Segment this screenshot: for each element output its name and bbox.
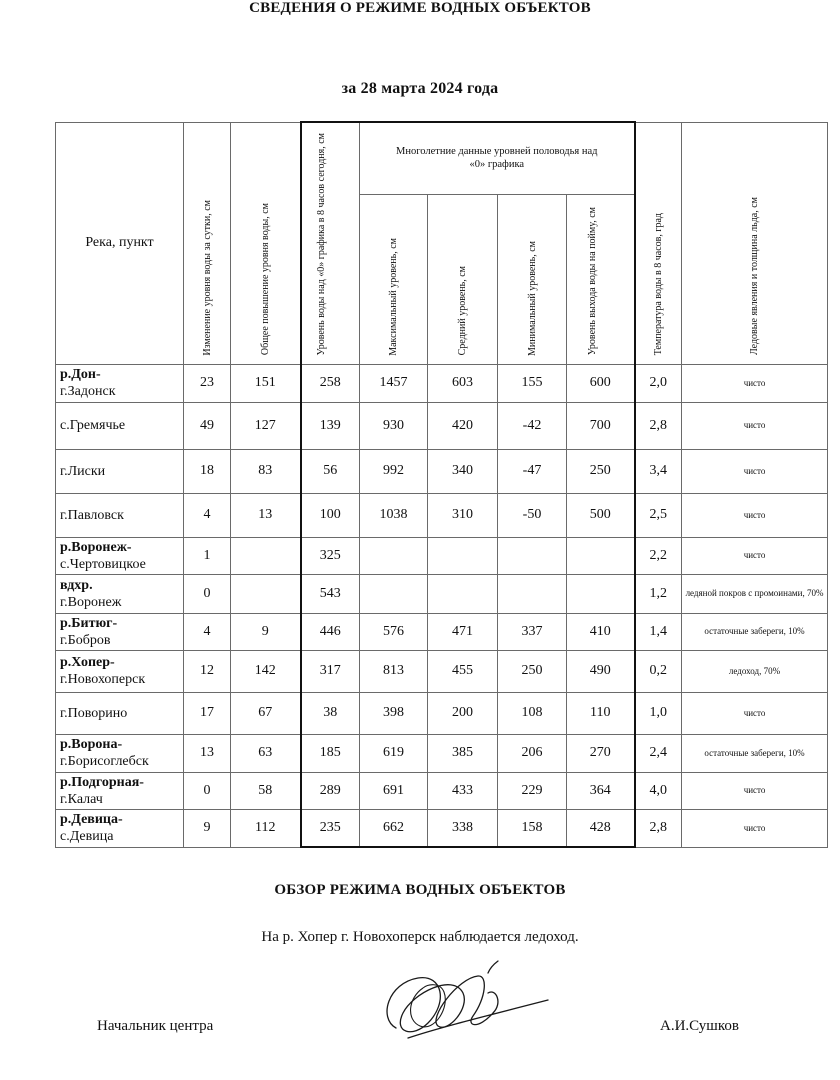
header-total-rise: Общее повышение уровня воды, см [231,122,301,364]
flood-level-cell: 270 [567,734,635,772]
river-name: р.Битюг- [60,615,118,631]
flood-level-cell: 110 [567,692,635,734]
station-cell [56,364,184,402]
total-rise-cell: 127 [231,402,301,449]
avg-level-cell: 455 [428,650,498,692]
table-row [56,809,828,847]
flood-level-cell: 700 [567,402,635,449]
river-name: р.Ворона- [60,737,123,752]
change-cell: 9 [184,809,231,847]
station-cell [56,493,184,537]
change-cell: 17 [184,692,231,734]
avg-level-cell: 340 [428,449,498,493]
header-flood-level: Уровень выхода воды на пойму, см [567,194,635,364]
river-name: р.Подгорная- [60,774,144,790]
header-max-level: Максимальный уровень, см [360,194,428,364]
station-cell [56,449,184,493]
header-ice: Ледовые явления и толщина льда, см [682,122,828,364]
min-level-cell: 250 [498,650,567,692]
change-cell: 12 [184,650,231,692]
min-level-cell: 155 [498,364,567,402]
min-level-cell: 229 [498,772,567,809]
temp-cell: 3,4 [635,449,682,493]
temp-cell: 2,8 [635,402,682,449]
town-name: с.Чертовицкое [60,556,146,572]
total-rise-cell [231,574,301,613]
ice-cell: чисто [682,493,828,537]
river-name: р.Девица- [60,812,123,827]
flood-level-cell: 410 [567,613,635,650]
table-row [56,574,828,613]
document-date: за 28 марта 2024 года [341,80,499,97]
header-avg-level: Средний уровень, см [428,194,498,364]
water-regime-table [55,121,828,848]
ice-cell: чисто [682,692,828,734]
change-cell: 1 [184,537,231,574]
head-name: А.И.Сушков [660,1018,739,1034]
total-rise-cell [231,537,301,574]
town-name: с.Гремячье [60,418,126,433]
ice-cell: чисто [682,772,828,809]
avg-level-cell: 338 [428,809,498,847]
town-name: г.Задонск [60,384,116,399]
ice-cell: остаточные забереги, 10% [682,613,828,650]
town-name: с.Девица [60,829,114,844]
total-rise-cell: 142 [231,650,301,692]
max-level-cell: 619 [360,734,428,772]
total-rise-cell: 58 [231,772,301,809]
town-name: г.Лиски [60,463,106,479]
station-cell [56,692,184,734]
header-river: Река, пункт [56,122,184,364]
total-rise-cell: 13 [231,493,301,537]
header-temp: Температура воды в 8 часов, град [635,122,682,364]
temp-cell: 0,2 [635,650,682,692]
town-name: г.Борисоглебск [60,754,149,769]
ice-cell: чисто [682,402,828,449]
document-title: СВЕДЕНИЯ О РЕЖИМЕ ВОДНЫХ ОБЪЕКТОВ [249,0,591,16]
ice-cell: чисто [682,537,828,574]
change-cell: 4 [184,493,231,537]
flood-level-cell [567,574,635,613]
min-level-cell: -50 [498,493,567,537]
flood-level-cell: 428 [567,809,635,847]
max-level-cell: 992 [360,449,428,493]
table-row [56,613,828,650]
avg-level-cell [428,574,498,613]
table-row [56,449,828,493]
total-rise-cell: 67 [231,692,301,734]
max-level-cell: 813 [360,650,428,692]
table-row [56,493,828,537]
header-change-day: Изменение уровня воды за сутки, см [184,122,231,364]
flood-level-cell: 600 [567,364,635,402]
town-name: г.Воронеж [60,594,122,610]
change-cell: 0 [184,574,231,613]
total-rise-cell: 9 [231,613,301,650]
temp-cell: 4,0 [635,772,682,809]
flood-level-cell: 364 [567,772,635,809]
level-today-cell: 258 [301,364,360,402]
level-today-cell: 235 [301,809,360,847]
avg-level-cell [428,537,498,574]
max-level-cell: 1457 [360,364,428,402]
river-name: вдхр. [60,577,93,593]
ice-cell: ледяной покров с промоинами, 70% [682,574,828,613]
level-today-cell: 446 [301,613,360,650]
temp-cell: 2,8 [635,809,682,847]
max-level-cell: 576 [360,613,428,650]
temp-cell: 2,0 [635,364,682,402]
min-level-cell: 158 [498,809,567,847]
head-position-label: Начальник центра [97,1018,214,1034]
level-today-cell: 317 [301,650,360,692]
table-row [56,402,828,449]
town-name: г.Поворино [60,705,128,721]
avg-level-cell: 310 [428,493,498,537]
table-row [56,692,828,734]
avg-level-cell: 471 [428,613,498,650]
min-level-cell [498,574,567,613]
station-cell [56,809,184,847]
header-level-today: Уровень воды над «0» графика в 8 часов сегодня, см [301,122,360,364]
temp-cell: 1,0 [635,692,682,734]
river-name: р.Хопер- [60,655,115,670]
avg-level-cell: 433 [428,772,498,809]
total-rise-cell: 83 [231,449,301,493]
min-level-cell: -47 [498,449,567,493]
ice-cell: чисто [682,809,828,847]
avg-level-cell: 385 [428,734,498,772]
level-today-cell: 185 [301,734,360,772]
change-cell: 0 [184,772,231,809]
level-today-cell: 56 [301,449,360,493]
flood-level-cell: 250 [567,449,635,493]
min-level-cell: 206 [498,734,567,772]
ice-cell: остаточные забереги, 10% [682,734,828,772]
header-min-level: Минимальный уровень, см [498,194,567,364]
max-level-cell [360,574,428,613]
max-level-cell: 1038 [360,493,428,537]
station-cell [56,537,184,574]
town-name: г.Новохоперск [60,672,146,687]
max-level-cell: 691 [360,772,428,809]
header-multiyear: Многолетние данные уровней половодья над «0» графика [360,122,635,194]
temp-cell: 2,4 [635,734,682,772]
min-level-cell [498,537,567,574]
max-level-cell: 930 [360,402,428,449]
change-cell: 18 [184,449,231,493]
level-today-cell: 38 [301,692,360,734]
level-today-cell: 325 [301,537,360,574]
town-name: г.Калач [60,791,103,807]
station-cell [56,613,184,650]
min-level-cell: 108 [498,692,567,734]
avg-level-cell: 420 [428,402,498,449]
change-cell: 23 [184,364,231,402]
level-today-cell: 289 [301,772,360,809]
review-text: На р. Хопер г. Новохоперск наблюдается ледоход. [261,929,579,945]
max-level-cell: 662 [360,809,428,847]
change-cell: 4 [184,613,231,650]
max-level-cell: 398 [360,692,428,734]
level-today-cell: 543 [301,574,360,613]
avg-level-cell: 603 [428,364,498,402]
temp-cell: 1,2 [635,574,682,613]
table-row [56,537,828,574]
table-row [56,772,828,809]
town-name: г.Павловск [60,507,124,523]
table-row [56,650,828,692]
ice-cell: чисто [682,449,828,493]
ice-cell: ледоход, 70% [682,650,828,692]
level-today-cell: 100 [301,493,360,537]
station-cell [56,734,184,772]
min-level-cell: -42 [498,402,567,449]
review-title: ОБЗОР РЕЖИМА ВОДНЫХ ОБЪЕКТОВ [274,882,566,898]
avg-level-cell: 200 [428,692,498,734]
river-name: р.Воронеж- [60,539,132,555]
temp-cell: 1,4 [635,613,682,650]
total-rise-cell: 112 [231,809,301,847]
max-level-cell [360,537,428,574]
change-cell: 13 [184,734,231,772]
river-name: р.Дон- [60,367,101,382]
change-cell: 49 [184,402,231,449]
station-cell [56,650,184,692]
temp-cell: 2,2 [635,537,682,574]
town-name: г.Бобров [60,632,111,648]
total-rise-cell: 63 [231,734,301,772]
station-cell [56,402,184,449]
station-cell [56,574,184,613]
signature-image [368,958,558,1053]
level-today-cell: 139 [301,402,360,449]
ice-cell: чисто [682,364,828,402]
total-rise-cell: 151 [231,364,301,402]
flood-level-cell: 500 [567,493,635,537]
table-row [56,364,828,402]
flood-level-cell: 490 [567,650,635,692]
min-level-cell: 337 [498,613,567,650]
temp-cell: 2,5 [635,493,682,537]
table-row [56,734,828,772]
flood-level-cell [567,537,635,574]
station-cell [56,772,184,809]
